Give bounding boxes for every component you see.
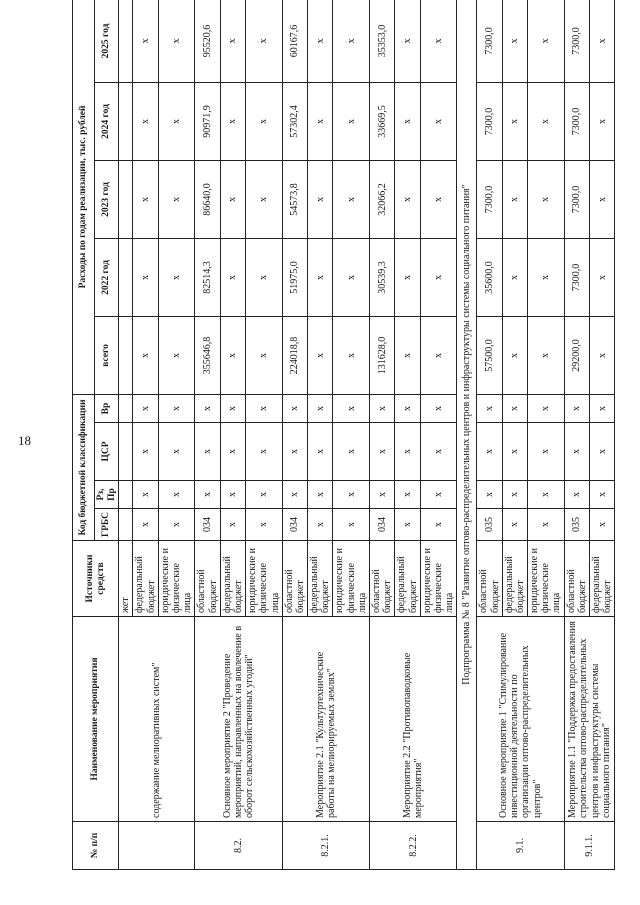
table-row xyxy=(564,0,589,870)
cell-total: 131628,0 xyxy=(370,316,395,394)
cell-2022: х xyxy=(528,238,565,316)
table-row xyxy=(370,0,395,870)
cell-2025: 7300,0 xyxy=(477,0,502,82)
cell-2025: х xyxy=(502,0,527,82)
cell-2025: 60167,6 xyxy=(282,0,307,82)
cell-rzpr: х xyxy=(370,481,395,509)
cell-2023: х xyxy=(220,160,245,238)
cell-total xyxy=(119,316,133,394)
cell-grbs: 035 xyxy=(564,509,589,541)
cell-rzpr: х xyxy=(420,481,457,509)
cell-vr: х xyxy=(333,394,370,422)
cell-2022: 30539,3 xyxy=(370,238,395,316)
cell-grbs: 034 xyxy=(282,509,307,541)
cell-csr: х xyxy=(370,423,395,481)
page-number: 18 xyxy=(18,433,31,448)
funding-source: федеральный бюджет xyxy=(308,541,333,617)
rotated-table-sheet xyxy=(72,0,612,870)
cell-csr: х xyxy=(333,423,370,481)
cell-rzpr: х xyxy=(308,481,333,509)
table-row xyxy=(477,0,502,870)
cell-2023: 54573,8 xyxy=(282,160,307,238)
cell-total: 29200,0 xyxy=(564,316,589,394)
cell-2025: х xyxy=(333,0,370,82)
cell-2025: х xyxy=(308,0,333,82)
cell-2025: 35353,0 xyxy=(370,0,395,82)
cell-2024: х xyxy=(220,82,245,160)
cell-2024: 90971,9 xyxy=(195,82,220,160)
cell-rzpr: х xyxy=(502,481,527,509)
cell-csr: х xyxy=(133,423,158,481)
cell-2024: 7300,0 xyxy=(477,82,502,160)
cell-2024: х xyxy=(333,82,370,160)
subprogram-row xyxy=(457,0,477,870)
table-row xyxy=(119,0,133,870)
header-2024: 2024 год xyxy=(95,82,119,160)
cell-rzpr: х xyxy=(564,481,589,509)
cell-grbs: х xyxy=(308,509,333,541)
cell-2023: х xyxy=(308,160,333,238)
cell-2024: х xyxy=(502,82,527,160)
cell-2023: 86640,0 xyxy=(195,160,220,238)
cell-csr: х xyxy=(220,423,245,481)
row-number: 9.1. xyxy=(477,822,564,870)
cell-csr: х xyxy=(502,423,527,481)
cell-2025: х xyxy=(133,0,158,82)
header-2022: 2022 год xyxy=(95,238,119,316)
cell-total: х xyxy=(158,316,195,394)
cell-total: х xyxy=(590,316,615,394)
header-vr: Вр xyxy=(95,394,119,422)
funding-source: областной бюджет xyxy=(195,541,220,617)
cell-csr: х xyxy=(158,423,195,481)
activity-name: Основное мероприятие 1 "Стимулирование инвестиционной деятельности по организации оптово-распределительных центров" xyxy=(477,617,564,822)
cell-csr: х xyxy=(282,423,307,481)
cell-csr: х xyxy=(420,423,457,481)
header-2023: 2023 год xyxy=(95,160,119,238)
cell-csr: х xyxy=(308,423,333,481)
cell-2022: 7300,0 xyxy=(564,238,589,316)
cell-2023: х xyxy=(246,160,283,238)
cell-rzpr: х xyxy=(195,481,220,509)
cell-grbs: х xyxy=(158,509,195,541)
activity-name: Мероприятие 2.2 "Противопаводковые мероприятия" xyxy=(370,617,457,822)
cell-total: х xyxy=(395,316,420,394)
funding-source: юридические и физические лица xyxy=(333,541,370,617)
funding-source: федеральный бюджет xyxy=(220,541,245,617)
cell-2022: х xyxy=(590,238,615,316)
header-rzpr: Рз, Пр xyxy=(95,481,119,509)
cell-2024 xyxy=(119,82,133,160)
cell-2022: 51975,0 xyxy=(282,238,307,316)
cell-csr: х xyxy=(564,423,589,481)
cell-2023: 32066,2 xyxy=(370,160,395,238)
header-2025: 2025 год xyxy=(95,0,119,82)
header-name: Наименование мероприятия xyxy=(73,617,119,822)
cell-csr: х xyxy=(195,423,220,481)
header-num: № п/п xyxy=(73,822,119,870)
activity-name: Мероприятие 2.1 "Культуртехнические работы на мелиорируемых землях" xyxy=(282,617,369,822)
cell-total: 355646,8 xyxy=(195,316,220,394)
header-grbs: ГРБС xyxy=(95,509,119,541)
budget-table xyxy=(72,0,615,870)
cell-2025 xyxy=(119,0,133,82)
cell-total: х xyxy=(333,316,370,394)
cell-2024: х xyxy=(133,82,158,160)
funding-source: жет xyxy=(119,541,133,617)
cell-rzpr: х xyxy=(477,481,502,509)
cell-2022: 35600,0 xyxy=(477,238,502,316)
cell-grbs: 034 xyxy=(195,509,220,541)
cell-2024: х xyxy=(246,82,283,160)
cell-grbs: х xyxy=(133,509,158,541)
cell-grbs: 034 xyxy=(370,509,395,541)
table-row xyxy=(195,0,220,870)
cell-vr: х xyxy=(528,394,565,422)
cell-2024: 7300,0 xyxy=(564,82,589,160)
cell-2023 xyxy=(119,160,133,238)
cell-2023: 7300,0 xyxy=(477,160,502,238)
header-total: всего xyxy=(95,316,119,394)
funding-source: областной бюджет xyxy=(370,541,395,617)
funding-source: областной бюджет xyxy=(282,541,307,617)
cell-rzpr: х xyxy=(246,481,283,509)
activity-name: Мероприятие 1.1 "Поддержка предоставления строительства оптово-распределительных центров и инфраструктуры системы социального питания" xyxy=(564,617,615,822)
funding-source: юридические и физические лица xyxy=(420,541,457,617)
cell-2024: х xyxy=(528,82,565,160)
cell-grbs: х xyxy=(528,509,565,541)
cell-2022: х xyxy=(308,238,333,316)
row-number: 8.2.2. xyxy=(370,822,457,870)
cell-csr: х xyxy=(528,423,565,481)
cell-total: 57500,0 xyxy=(477,316,502,394)
funding-source: юридические и физические лица xyxy=(246,541,283,617)
cell-2025: 7300,0 xyxy=(564,0,589,82)
cell-grbs xyxy=(119,509,133,541)
cell-2025: 95520,6 xyxy=(195,0,220,82)
cell-2025: х xyxy=(590,0,615,82)
cell-2025: х xyxy=(158,0,195,82)
cell-vr: х xyxy=(308,394,333,422)
cell-csr: х xyxy=(395,423,420,481)
cell-2022: х xyxy=(333,238,370,316)
cell-2023: х xyxy=(502,160,527,238)
row-number: 8.2.1. xyxy=(282,822,369,870)
cell-total: х xyxy=(502,316,527,394)
cell-grbs: х xyxy=(220,509,245,541)
cell-2025: х xyxy=(528,0,565,82)
cell-total: х xyxy=(133,316,158,394)
cell-2022: х xyxy=(133,238,158,316)
cell-2023: 7300,0 xyxy=(564,160,589,238)
cell-vr: х xyxy=(246,394,283,422)
cell-2022 xyxy=(119,238,133,316)
cell-2023: х xyxy=(420,160,457,238)
cell-2025: х xyxy=(220,0,245,82)
cell-csr: х xyxy=(590,423,615,481)
cell-vr: х xyxy=(395,394,420,422)
subprogram-title: Подпрограмма № 8 "Развитие оптово-распределительных центров и инфраструктуры системы социального питания" xyxy=(457,0,477,870)
cell-2024: х xyxy=(590,82,615,160)
cell-rzpr xyxy=(119,481,133,509)
cell-2023: х xyxy=(528,160,565,238)
cell-2022: х xyxy=(220,238,245,316)
cell-total: х xyxy=(420,316,457,394)
cell-rzpr: х xyxy=(395,481,420,509)
funding-source: федеральный бюджет xyxy=(133,541,158,617)
activity-name: содержание мелиоративных систем" xyxy=(119,617,195,822)
cell-2025: х xyxy=(395,0,420,82)
funding-source: областной бюджет xyxy=(564,541,589,617)
cell-rzpr: х xyxy=(133,481,158,509)
cell-2022: 82514,3 xyxy=(195,238,220,316)
cell-grbs: х xyxy=(333,509,370,541)
cell-csr: х xyxy=(477,423,502,481)
funding-source: федеральный бюджет xyxy=(590,541,615,617)
cell-vr: х xyxy=(158,394,195,422)
cell-2023: х xyxy=(395,160,420,238)
cell-vr: х xyxy=(282,394,307,422)
header-costs: Расходы по годам реализации, тыс. рублей xyxy=(73,0,95,394)
cell-grbs: 035 xyxy=(477,509,502,541)
cell-2023: х xyxy=(333,160,370,238)
cell-vr: х xyxy=(590,394,615,422)
header-csr: ЦСР xyxy=(95,423,119,481)
cell-2024: 33669,5 xyxy=(370,82,395,160)
cell-grbs: х xyxy=(420,509,457,541)
cell-2023: х xyxy=(133,160,158,238)
cell-grbs: х xyxy=(590,509,615,541)
cell-rzpr: х xyxy=(528,481,565,509)
cell-2022: х xyxy=(502,238,527,316)
funding-source: областной бюджет xyxy=(477,541,502,617)
cell-2022: х xyxy=(395,238,420,316)
cell-vr: х xyxy=(502,394,527,422)
cell-grbs: х xyxy=(502,509,527,541)
cell-2024: х xyxy=(308,82,333,160)
cell-2024: х xyxy=(420,82,457,160)
cell-vr: х xyxy=(370,394,395,422)
cell-vr: х xyxy=(564,394,589,422)
funding-source: юридические и физические лица xyxy=(158,541,195,617)
row-number: 8.2. xyxy=(195,822,282,870)
cell-2024: 57302,4 xyxy=(282,82,307,160)
cell-total: х xyxy=(246,316,283,394)
cell-vr xyxy=(119,394,133,422)
cell-2022: х xyxy=(420,238,457,316)
cell-csr xyxy=(119,423,133,481)
cell-total: х xyxy=(220,316,245,394)
cell-rzpr: х xyxy=(333,481,370,509)
cell-vr: х xyxy=(477,394,502,422)
cell-vr: х xyxy=(195,394,220,422)
header-source: Источники средств xyxy=(73,541,119,617)
header-codes: Код бюджетной классификации xyxy=(73,394,95,540)
cell-rzpr: х xyxy=(282,481,307,509)
cell-2022: х xyxy=(158,238,195,316)
cell-vr: х xyxy=(220,394,245,422)
cell-2025: х xyxy=(246,0,283,82)
cell-2024: х xyxy=(395,82,420,160)
funding-source: федеральный бюджет xyxy=(502,541,527,617)
cell-rzpr: х xyxy=(220,481,245,509)
cell-2024: х xyxy=(158,82,195,160)
cell-2023: х xyxy=(158,160,195,238)
cell-2025: х xyxy=(420,0,457,82)
cell-2023: х xyxy=(590,160,615,238)
cell-2022: х xyxy=(246,238,283,316)
cell-total: х xyxy=(308,316,333,394)
funding-source: юридические и физические лица xyxy=(528,541,565,617)
row-number xyxy=(119,822,195,870)
cell-total: х xyxy=(528,316,565,394)
cell-rzpr: х xyxy=(158,481,195,509)
cell-vr: х xyxy=(420,394,457,422)
table-row xyxy=(282,0,307,870)
row-number: 9.1.1. xyxy=(564,822,615,870)
activity-name: Основное мероприятие 2 "Проведение мероприятий, направленных на вовлечение в оборот сельскохозяйственных угодий" xyxy=(195,617,282,822)
funding-source: федеральный бюджет xyxy=(395,541,420,617)
cell-grbs: х xyxy=(246,509,283,541)
cell-rzpr: х xyxy=(590,481,615,509)
cell-total: 224018,8 xyxy=(282,316,307,394)
cell-grbs: х xyxy=(395,509,420,541)
cell-vr: х xyxy=(133,394,158,422)
cell-csr: х xyxy=(246,423,283,481)
